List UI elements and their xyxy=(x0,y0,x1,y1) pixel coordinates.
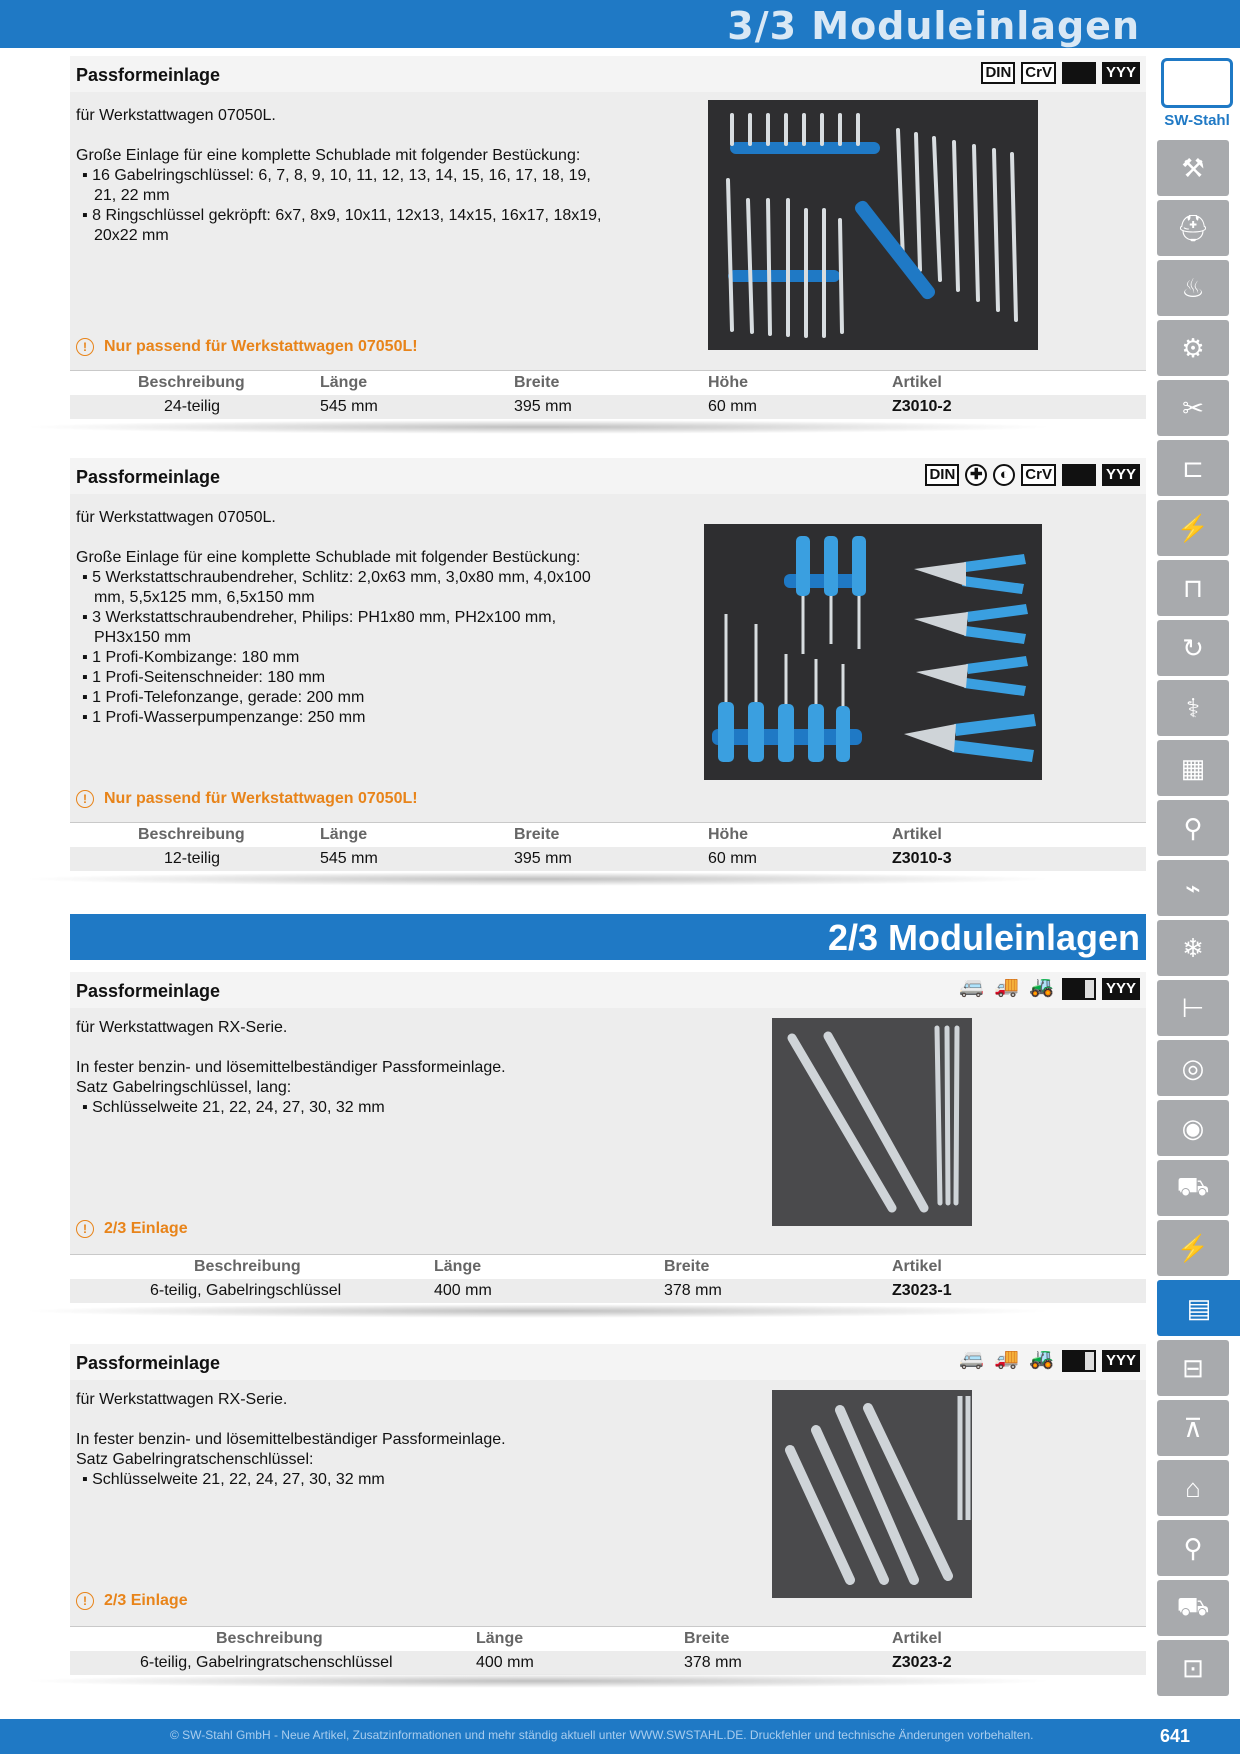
list-item: ▪ Schlüsselweite 21, 22, 24, 27, 30, 32 mm xyxy=(82,1099,385,1116)
col-header: Beschreibung xyxy=(194,1258,301,1275)
truck-icon: 🚚 xyxy=(994,1348,1020,1370)
warning-icon: ! xyxy=(76,1220,94,1238)
col-header: Artikel xyxy=(892,1258,942,1275)
page-footer xyxy=(0,1719,1240,1754)
article-table xyxy=(70,1626,1146,1675)
product-section-1 xyxy=(70,56,1146,415)
divider-shadow xyxy=(20,872,1056,886)
color-badge xyxy=(1062,978,1096,1000)
col-header: Länge xyxy=(320,826,368,843)
snowflake-icon[interactable]: ❄ xyxy=(1157,920,1229,976)
desc-line-1: für Werkstattwagen 07050L. xyxy=(76,509,276,526)
col-header: Artikel xyxy=(892,374,942,391)
car-icon: 🚐 xyxy=(959,976,985,998)
cell-description: 12-teilig xyxy=(164,850,221,867)
list-item: ▪ 8 Ringschlüssel gekröpft: 6x7, 8x9, 10x11, 12x13, 14x15, 16x17, 18x19, 20x22 mm xyxy=(82,207,602,244)
table-row xyxy=(70,1279,1146,1303)
copyright-text: © SW-Stahl GmbH - Neue Artikel, Zusatzinformationen und mehr ständig aktuell unter WWW.SWSTAHL.DE. Druckfehler und technische Änderungen vorbehalten. xyxy=(170,1728,1034,1742)
cell-length: 400 mm xyxy=(434,1282,492,1299)
fit-note: ! 2/3 Einlage xyxy=(76,1220,188,1238)
color-badge xyxy=(1062,1350,1096,1372)
col-header: Höhe xyxy=(708,826,748,843)
product-photo xyxy=(704,524,1042,780)
table-row xyxy=(70,1651,1146,1675)
cell-description: 6-teilig, Gabelringratschenschlüssel xyxy=(140,1654,393,1671)
article-table xyxy=(70,370,1146,419)
engine-icon[interactable]: ▦ xyxy=(1157,740,1229,796)
desc-line-3: Satz Gabelringschlüssel, lang: xyxy=(76,1079,292,1096)
truck-icon[interactable]: ⛟ xyxy=(1157,1580,1229,1636)
table-header-row xyxy=(70,822,1146,847)
divider-shadow xyxy=(20,420,1056,434)
garage-icon[interactable]: ⌂ xyxy=(1157,1460,1229,1516)
impact-wrench-icon[interactable]: ⚡ xyxy=(1157,500,1229,556)
screwdriver-pliers-illustration xyxy=(704,524,1042,780)
ratchet-wrench-illustration xyxy=(772,1390,972,1598)
tool-count-icon: YYY xyxy=(1102,1350,1140,1372)
axle-icon[interactable]: ⊢ xyxy=(1157,980,1229,1036)
list-item: ▪ 3 Werkstattschraubendreher, Philips: PH1x80 mm, PH2x100 mm, PH3x150 mm xyxy=(82,609,557,646)
tool-bag-icon[interactable]: ⛑ xyxy=(1157,200,1229,256)
wrench-set-illustration xyxy=(772,1018,972,1226)
list-item: ▪ Schlüsselweite 21, 22, 24, 27, 30, 32 mm xyxy=(82,1471,385,1488)
section-title: Passformeinlage xyxy=(76,981,221,1001)
cell-height: 60 mm xyxy=(708,850,757,867)
truck-icon: 🚚 xyxy=(994,976,1020,998)
section-title: Passformeinlage xyxy=(76,1353,221,1373)
desc-line-2: Große Einlage für eine komplette Schublade mit folgender Bestückung: xyxy=(76,549,581,566)
product-section-3 xyxy=(70,972,1146,1302)
warning-icon: ! xyxy=(76,338,94,356)
feature-badges xyxy=(957,1350,1140,1372)
bulb-battery-icon[interactable]: ♨ xyxy=(1157,260,1229,316)
cell-article: Z3010-2 xyxy=(892,398,952,415)
col-header: Länge xyxy=(476,1630,524,1647)
fit-note: ! Nur passend für Werkstattwagen 07050L! xyxy=(76,790,418,808)
cell-width: 378 mm xyxy=(664,1282,722,1299)
list-item: ▪ 5 Werkstattschraubendreher, Schlitz: 2,0x63 mm, 3,0x80 mm, 4,0x100 mm, 5,5x125 mm, 6,5x150 mm xyxy=(82,569,591,606)
din-badge: DIN xyxy=(925,464,959,486)
brand-logo-text: SW-Stahl xyxy=(1164,112,1230,129)
col-header: Breite xyxy=(514,826,560,843)
article-table xyxy=(70,1254,1146,1303)
product-photo xyxy=(772,1390,972,1598)
list-item: ▪ 16 Gabelringschlüssel: 6, 7, 8, 9, 10, 11, 12, 13, 14, 15, 16, 17, 18, 19, 21, 22 mm xyxy=(82,167,591,204)
product-photo xyxy=(708,100,1038,350)
table-header-row xyxy=(70,1254,1146,1279)
wrench-ring-icon[interactable]: ⚒ xyxy=(1157,140,1229,196)
col-header: Breite xyxy=(684,1630,730,1647)
product-photo xyxy=(772,1018,972,1226)
section-header-bar xyxy=(70,914,1146,960)
car-icon: 🚐 xyxy=(959,1348,985,1370)
section-description xyxy=(76,508,616,728)
page-header-bar xyxy=(0,0,1240,48)
divider-shadow xyxy=(20,1304,1056,1318)
motorcycle-icon[interactable]: ⚲ xyxy=(1157,1520,1229,1576)
table-row xyxy=(70,395,1146,419)
torque-nm-icon[interactable]: ↻ xyxy=(1157,620,1229,676)
toolbox-icon[interactable]: ⊟ xyxy=(1157,1340,1229,1396)
section-header xyxy=(70,458,1146,494)
section-header-title: 2/3 Moduleinlagen xyxy=(827,917,1140,958)
col-header: Artikel xyxy=(892,826,942,843)
col-header: Artikel xyxy=(892,1630,942,1647)
fit-note: ! 2/3 Einlage xyxy=(76,1592,188,1610)
measuring-icon[interactable]: ⊏ xyxy=(1157,440,1229,496)
wrench-set-illustration xyxy=(708,100,1038,350)
desc-line-2: In fester benzin- und lösemittelbeständiger Passformeinlage. xyxy=(76,1059,506,1076)
product-section-4 xyxy=(70,1344,1146,1674)
product-section-2 xyxy=(70,458,1146,868)
crv-badge: CrV xyxy=(1021,62,1056,84)
col-header: Breite xyxy=(664,1258,710,1275)
col-header: Länge xyxy=(434,1258,482,1275)
exhaust-icon[interactable]: ⌁ xyxy=(1157,860,1229,916)
col-header: Breite xyxy=(514,374,560,391)
col-header: Beschreibung xyxy=(216,1630,323,1647)
drill-icon[interactable]: ⊓ xyxy=(1157,560,1229,616)
crv-badge: CrV xyxy=(1021,464,1056,486)
feature-badges xyxy=(981,62,1140,84)
feature-badges xyxy=(925,464,1140,486)
pliers-icon[interactable]: ✂ xyxy=(1157,380,1229,436)
brake-disc-icon[interactable]: ◉ xyxy=(1157,1100,1229,1156)
section-title: Passformeinlage xyxy=(76,65,221,85)
cell-article: Z3023-2 xyxy=(892,1654,952,1671)
jack-icon[interactable]: ⊼ xyxy=(1157,1400,1229,1456)
car-icon[interactable]: ⛟ xyxy=(1157,1160,1229,1216)
desc-line-3: Satz Gabelringratschenschlüssel: xyxy=(76,1451,314,1468)
section-title: Passformeinlage xyxy=(76,467,221,487)
cell-length: 400 mm xyxy=(476,1654,534,1671)
col-header: Beschreibung xyxy=(138,826,245,843)
cell-article: Z3023-1 xyxy=(892,1282,952,1299)
cell-article: Z3010-3 xyxy=(892,850,952,867)
col-header: Länge xyxy=(320,374,368,391)
din-badge: DIN xyxy=(981,62,1015,84)
desc-line-1: für Werkstattwagen 07050L. xyxy=(76,107,276,124)
list-item: ▪ 1 Profi-Telefonzange, gerade: 200 mm xyxy=(82,689,365,706)
cell-length: 545 mm xyxy=(320,398,378,415)
cell-description: 24-teilig xyxy=(164,398,221,415)
cell-width: 395 mm xyxy=(514,850,572,867)
tractor-icon: 🚜 xyxy=(1029,1348,1054,1370)
section-description xyxy=(76,106,616,246)
divider-shadow xyxy=(20,1674,1056,1688)
col-header: Höhe xyxy=(708,374,748,391)
list-item: ▪ 1 Profi-Kombizange: 180 mm xyxy=(82,649,300,666)
article-table xyxy=(70,822,1146,871)
section-header xyxy=(70,56,1146,92)
fit-note: ! Nur passend für Werkstattwagen 07050L! xyxy=(76,338,418,356)
table-row xyxy=(70,847,1146,871)
category-sidebar xyxy=(1156,56,1240,1700)
slotted-icon: ◐ xyxy=(993,464,1015,486)
cell-description: 6-teilig, Gabelringschlüssel xyxy=(150,1282,342,1299)
cell-width: 395 mm xyxy=(514,398,572,415)
pliers-set-icon[interactable]: ⚙ xyxy=(1157,320,1229,376)
gear-shift-icon[interactable]: ⚲ xyxy=(1157,800,1229,856)
section-description xyxy=(76,1018,676,1118)
table-header-row xyxy=(70,370,1146,395)
col-header: Beschreibung xyxy=(138,374,245,391)
cell-width: 378 mm xyxy=(684,1654,742,1671)
desc-line-1: für Werkstattwagen RX-Serie. xyxy=(76,1391,288,1408)
workshop-trolley-icon[interactable]: ▤ xyxy=(1157,1280,1240,1336)
cell-height: 60 mm xyxy=(708,398,757,415)
section-header xyxy=(70,1344,1146,1380)
table-header-row xyxy=(70,1626,1146,1651)
list-item: ▪ 1 Profi-Wasserpumpenzange: 250 mm xyxy=(82,709,366,726)
tool-count-icon: YYY xyxy=(1102,464,1140,486)
color-badge xyxy=(1062,464,1096,486)
battery-icon[interactable]: ⚡ xyxy=(1157,1220,1229,1276)
section-header xyxy=(70,972,1146,1008)
tractor-icon: 🚜 xyxy=(1029,976,1054,998)
brand-logo xyxy=(1157,58,1237,136)
cell-length: 545 mm xyxy=(320,850,378,867)
desc-line-2: In fester benzin- und lösemittelbeständiger Passformeinlage. xyxy=(76,1431,506,1448)
phillips-icon: ✚ xyxy=(965,464,987,486)
warning-icon: ! xyxy=(76,1592,94,1610)
desc-line-1: für Werkstattwagen RX-Serie. xyxy=(76,1019,288,1036)
page-header-title: 3/3 Moduleinlagen xyxy=(727,4,1140,48)
wheel-icon[interactable]: ◎ xyxy=(1157,1040,1229,1096)
page-number: 641 xyxy=(1159,1726,1190,1746)
feature-badges xyxy=(957,978,1140,1000)
brand-logo-mark xyxy=(1161,58,1233,108)
desc-line-2: Große Einlage für eine komplette Schublade mit folgender Bestückung: xyxy=(76,147,581,164)
stethoscope-icon[interactable]: ⚕ xyxy=(1157,680,1229,736)
list-item: ▪ 1 Profi-Seitenschneider: 180 mm xyxy=(82,669,326,686)
tool-count-icon: YYY xyxy=(1102,62,1140,84)
tool-count-icon: YYY xyxy=(1102,978,1140,1000)
warning-icon: ! xyxy=(76,790,94,808)
section-description xyxy=(76,1390,676,1490)
color-badge xyxy=(1062,62,1096,84)
door-icon[interactable]: ⊡ xyxy=(1157,1640,1229,1696)
